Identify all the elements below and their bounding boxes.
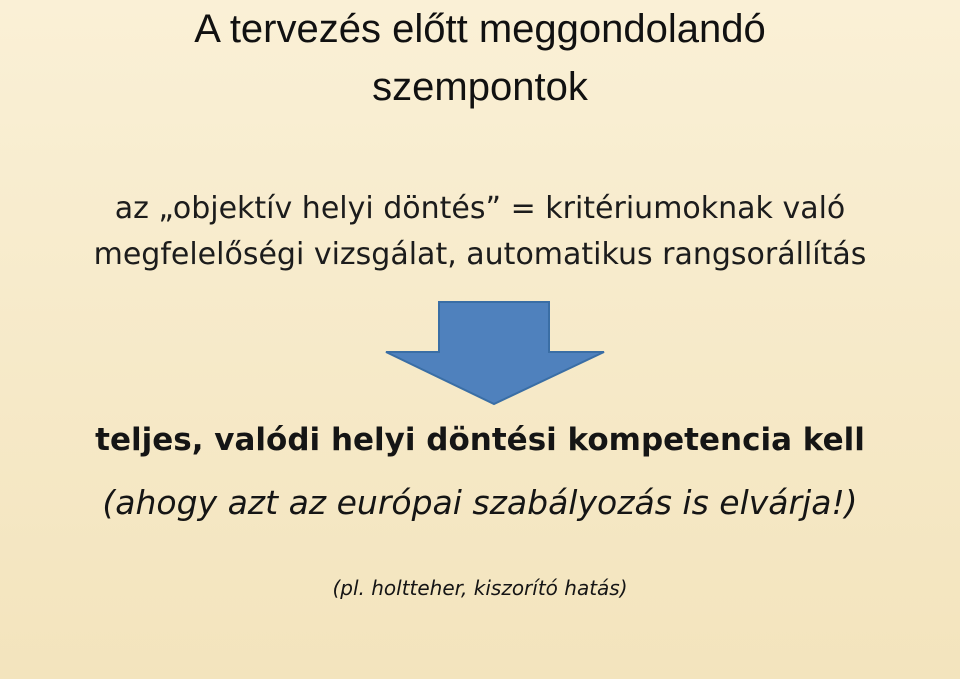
slide-title-line: szempontok	[372, 65, 588, 109]
conclusion-text: teljes, valódi helyi döntési kompetencia kell	[95, 422, 865, 458]
slide-title-line: A tervezés előtt meggondolandó	[194, 7, 766, 51]
expectation-text: (ahogy azt az európai szabályozás is elvárja!)	[102, 483, 858, 522]
statement	[40, 186, 920, 278]
statement-line: az „objektív helyi döntés” = kritériumoknak való	[114, 191, 846, 226]
example-text: (pl. holtteher, kiszorító hatás)	[332, 576, 628, 600]
slide-title	[0, 0, 960, 116]
down-arrow-icon	[383, 300, 607, 406]
down-arrow-shape	[386, 302, 604, 404]
statement-line: megfelelőségi vizsgálat, automatikus rangsorállítás	[93, 237, 867, 272]
